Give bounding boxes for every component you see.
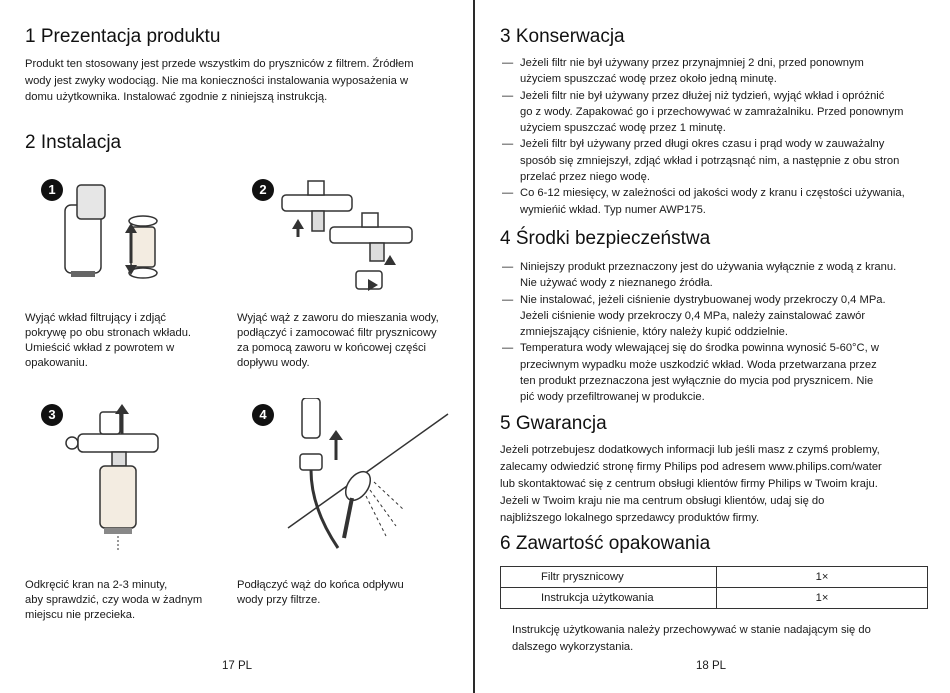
- list-item: [506, 259, 946, 292]
- text-line: użyciem spuszczać wodę przez 1 minutę.: [520, 122, 726, 135]
- text-line: — Jeżeli filtr był używany przed długi okres czasu i prąd wody w zauważalny: [520, 138, 885, 151]
- text-line: Jeżeli potrzebujesz dodatkowych informacji lub jeśli masz z czymś problemy,: [500, 444, 880, 456]
- package-contents-table: [500, 566, 928, 609]
- text-line: Umieścić wkład z powrotem w: [25, 342, 175, 354]
- package-note: [512, 622, 942, 655]
- section3-title: 3 Konserwacja: [500, 26, 625, 47]
- step-number-badge: 2: [252, 179, 274, 201]
- text-line: dalszego wykorzystania.: [512, 640, 634, 653]
- right-page: [476, 0, 950, 693]
- text-line: domu użytkownika. Instalować zgodnie z niniejszą instrukcją.: [25, 91, 328, 103]
- step4-caption: [237, 578, 465, 608]
- text-line: — Temperatura wody wlewającej się do środka powinna wynosić 5-60°C, w: [520, 342, 879, 355]
- step3-caption: [25, 578, 235, 623]
- text-line: Jeżeli ciśnienie wody przekroczy 0,4 MPa, należy zainstalować zawór: [520, 309, 866, 322]
- text-line: — Jeżeli filtr nie był używany przez przynajmniej 2 dni, przed ponownym: [520, 57, 864, 69]
- text-line: wody przy filtrze.: [237, 594, 321, 606]
- text-line: Nie używać wody z nieznanego źródła.: [520, 277, 713, 290]
- text-line: go z wody. Zapakować go i przechowywać w zamrażalniku. Przed ponownym: [520, 105, 904, 118]
- maintenance-list: [506, 55, 946, 218]
- text-line: Wyjąć wkład filtrujący i zdjąć: [25, 312, 167, 324]
- text-line: Podłączyć wąż do końca odpływu: [237, 579, 404, 591]
- page-divider: [473, 0, 475, 693]
- text-line: przeciwnym wypadku może uszkodzić wkład. Woda przetwarzana przez: [520, 358, 877, 371]
- text-line: Jeżeli w Twoim kraju nie ma centrum obsługi klientów, udaj się do: [500, 495, 825, 507]
- step2-caption: [237, 311, 465, 371]
- qty-cell: 1×: [717, 588, 928, 609]
- text-line: — Nie instalować, jeżeli ciśnienie dystrybuowanej wody przekroczy 0,4 MPa.: [520, 293, 886, 306]
- shower-head-illustration: [278, 398, 458, 558]
- item-cell: Instrukcja użytkowania: [501, 588, 717, 609]
- text-line: — Co 6-12 miesięcy, w zależności od jakości wody z kranu i częstości używania,: [520, 187, 905, 200]
- text-line: wymieńić wkład. Typ numer AWP175.: [520, 203, 706, 216]
- text-line: zmniejszający ciśnienie, który należy kupić oddzielnie.: [520, 326, 789, 339]
- section1-paragraph: [25, 56, 465, 106]
- text-line: zalecamy odwiedzić stronę firmy Philips pod adresem www.philips.com/water: [500, 461, 882, 473]
- text-line: użyciem spuszczać wodę przez około jedną minutę.: [520, 73, 777, 86]
- item-cell: Filtr prysznicowy: [501, 567, 717, 588]
- section2-title: 2 Instalacja: [25, 132, 122, 153]
- step-number-badge: 4: [252, 404, 274, 426]
- text-line: pokrywę po obu stronach wkładu.: [25, 327, 192, 339]
- faucet-filter-illustration: [60, 398, 170, 556]
- text-line: wody jest zwyky wodociąg. Nie ma konieczności instalowania wyposażenia w: [25, 74, 409, 87]
- text-line: miejscu nie przecieka.: [25, 609, 136, 621]
- list-item: [506, 340, 946, 405]
- list-item: [506, 88, 946, 137]
- filter-cartridge-illustration: [55, 175, 185, 295]
- step-number-badge: 3: [41, 404, 63, 426]
- list-item: [506, 55, 946, 88]
- text-line: pić wody przefiltrowanej w produkcie.: [520, 391, 705, 404]
- text-line: ten produkt przeznaczona jest wyłącznie do mycia pod prysznicem. Nie: [520, 375, 874, 388]
- text-line: Produkt ten stosowany jest przede wszystkim do pryszniców z filtrem. Źródłem: [25, 58, 414, 70]
- page-number: 18 PL: [696, 660, 727, 672]
- text-line: — Niniejszy produkt przeznaczony jest do używania wyłącznie z wodą z kranu.: [520, 261, 897, 273]
- section6-title: 6 Zawartość opakowania: [500, 533, 711, 554]
- section1-title: 1 Prezentacja produktu: [25, 26, 221, 47]
- text-line: lub skontaktować się z centrum obsługi klientów firmy Philips w Twoim kraju.: [500, 478, 878, 490]
- text-line: za pomocą zaworu w końcowej części: [237, 342, 427, 354]
- safety-list: [506, 259, 946, 406]
- text-line: podłączyć i zamocować filtr prysznicowy: [237, 327, 437, 339]
- section5-title: 5 Gwarancja: [500, 413, 607, 434]
- text-line: przelać przez niego wodę.: [520, 171, 650, 184]
- list-item: [506, 292, 946, 341]
- page-number: 17 PL: [222, 660, 253, 672]
- qty-cell: 1×: [717, 567, 928, 588]
- text-line: Odkręcić kran na 2-3 minuty,: [25, 579, 168, 591]
- text-line: sposób się zmniejszył, zdjąć wkład i potrząsnąć nim, a następnie z obu stron: [520, 154, 900, 167]
- step-number-badge: 1: [41, 179, 63, 201]
- text-line: — Jeżeli filtr nie był używany przez dłużej niż tydzień, wyjąć wkład i opróżnić: [520, 89, 885, 102]
- hose-valve-illustration: [278, 175, 428, 300]
- warranty-paragraph: [500, 442, 946, 527]
- text-line: Wyjąć wąż z zaworu do mieszania wody,: [237, 312, 439, 324]
- list-item: [506, 185, 946, 218]
- text-line: dopływu wody.: [237, 357, 310, 369]
- table-row: [501, 588, 928, 609]
- text-line: Instrukcję użytkowania należy przechowywać w stanie nadającym się do: [512, 624, 871, 636]
- step1-caption: [25, 311, 230, 371]
- section4-title: 4 Środki bezpieczeństwa: [500, 228, 711, 249]
- table-row: [501, 567, 928, 588]
- left-page: [0, 0, 473, 693]
- text-line: aby sprawdzić, czy woda w żadnym: [25, 594, 203, 606]
- text-line: opakowaniu.: [25, 357, 88, 369]
- list-item: [506, 136, 946, 185]
- text-line: najbliższego lokalnego sprzedawcy produktów firmy.: [500, 512, 760, 524]
